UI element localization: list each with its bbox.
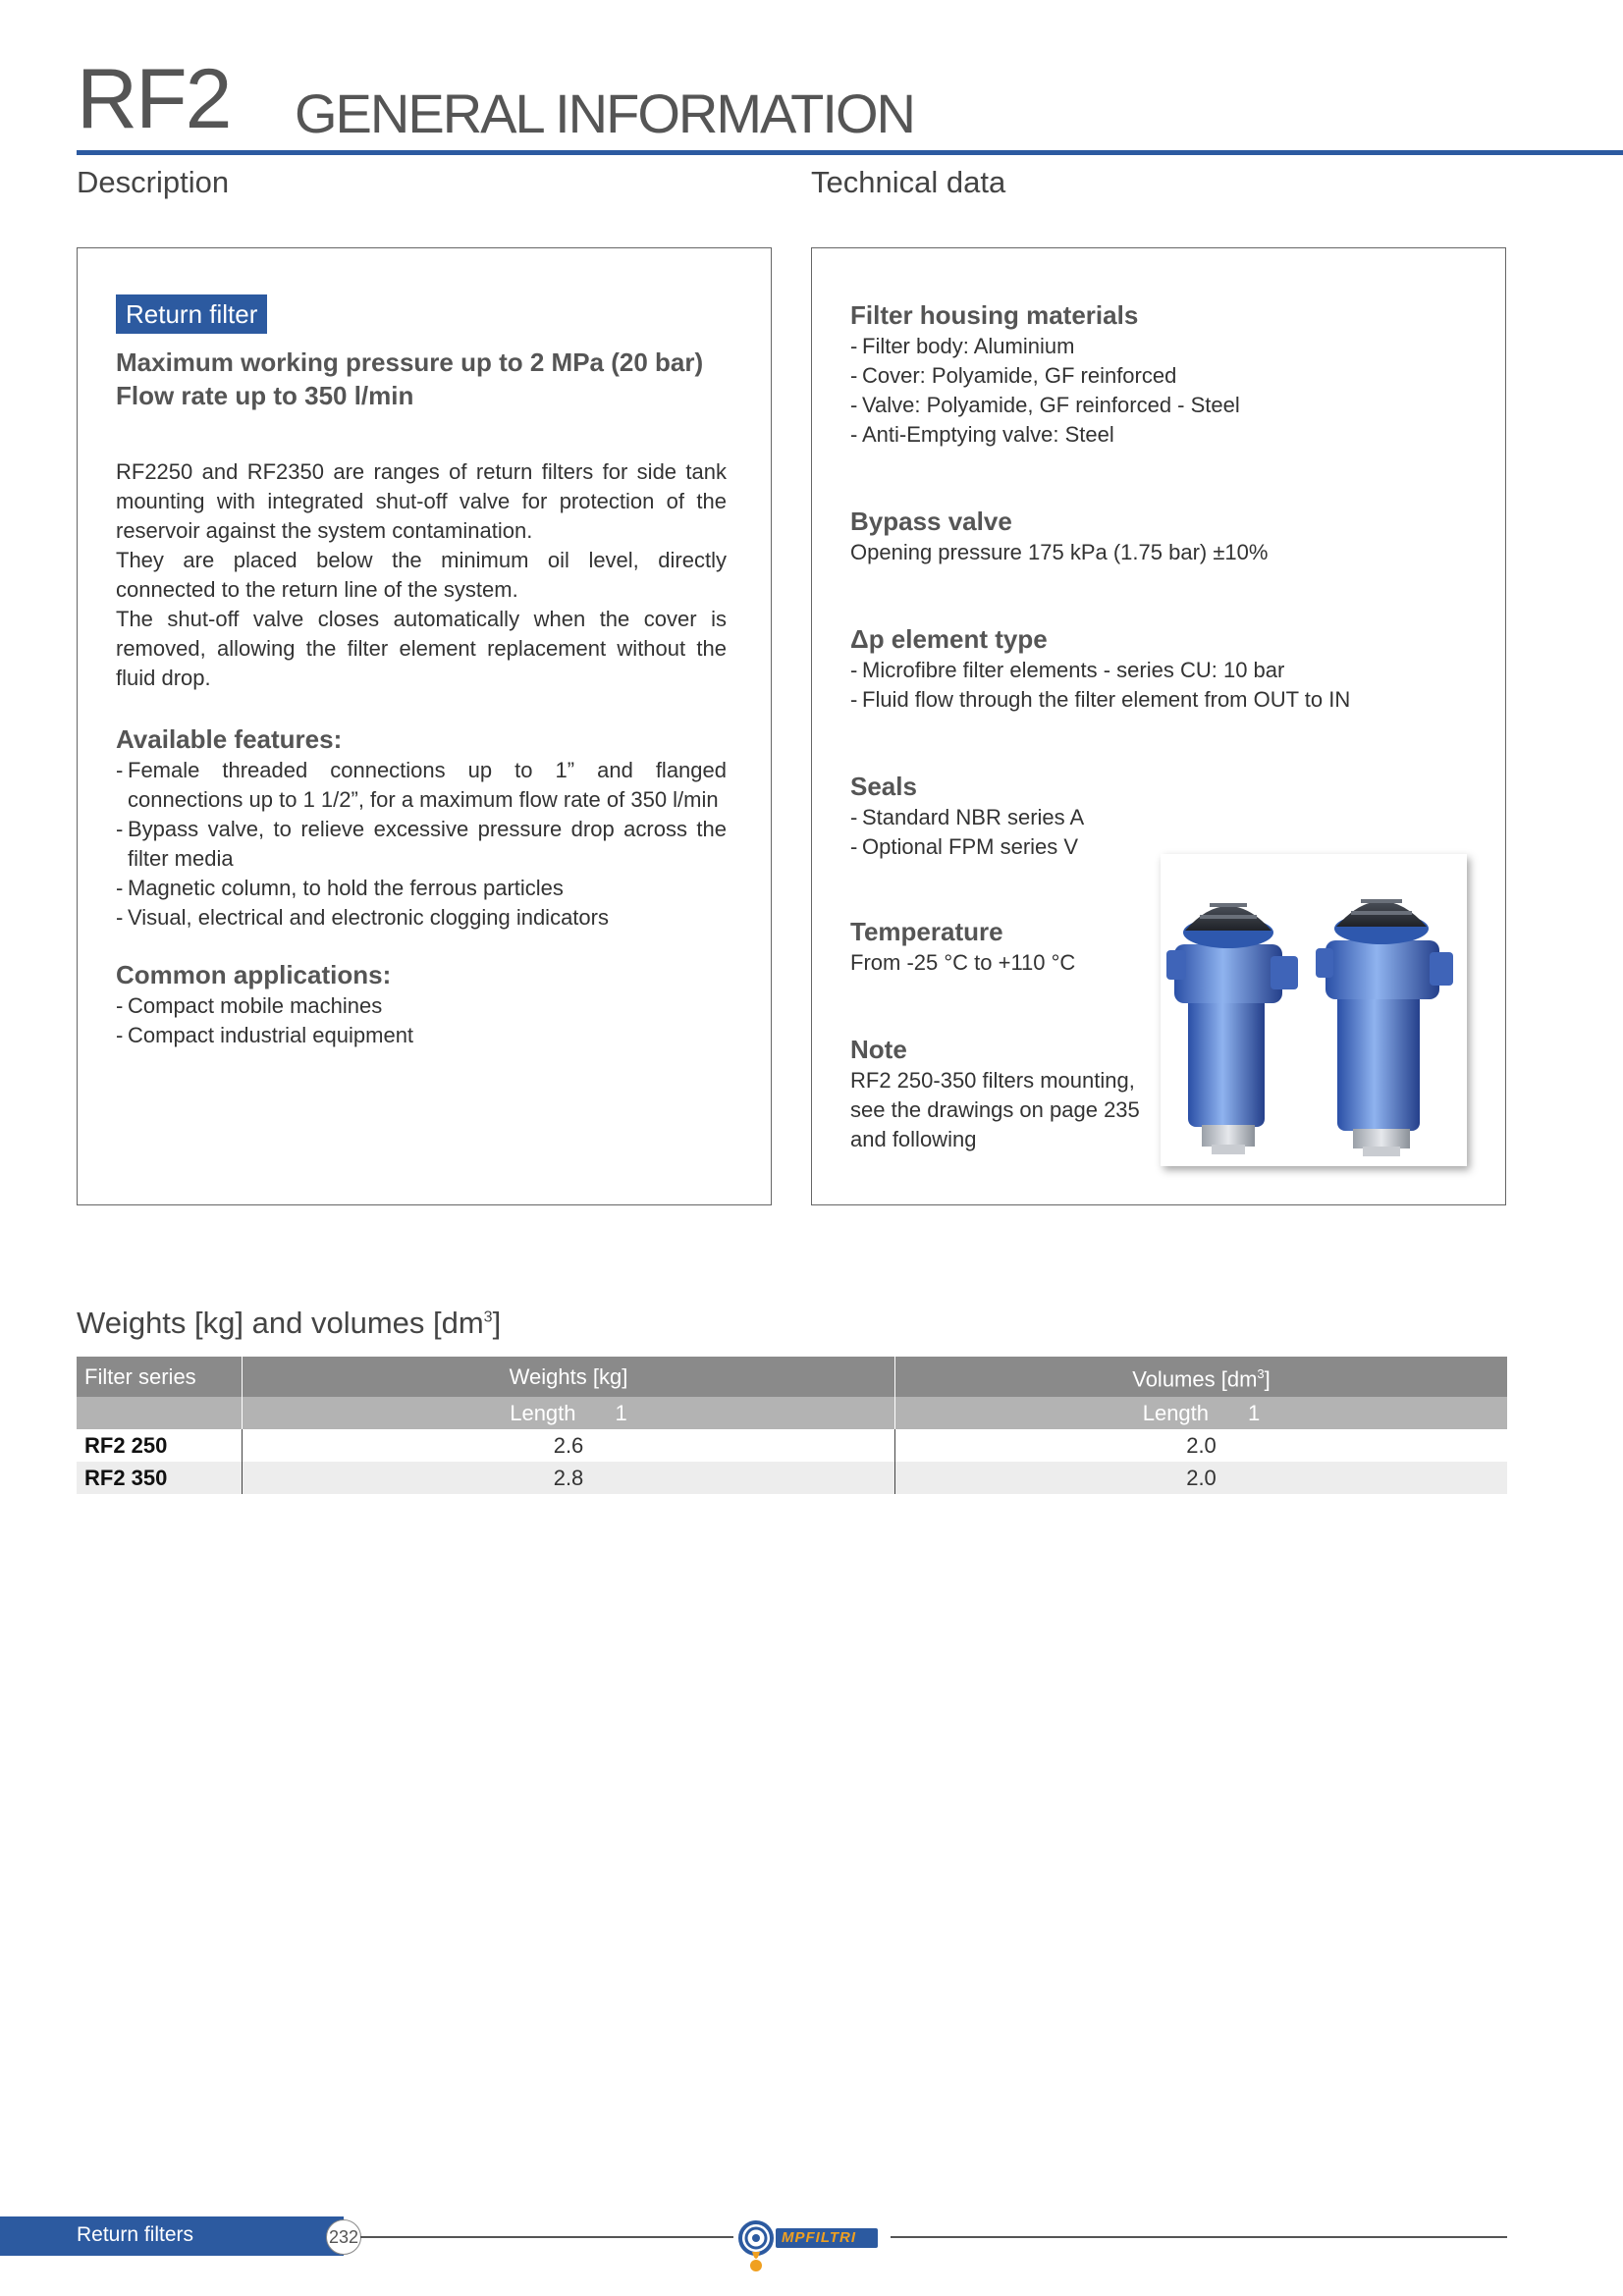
table-row [77, 1462, 1507, 1494]
list-item: - Cover: Polyamide, GF reinforced [850, 361, 1240, 391]
list-item: - Valve: Polyamide, GF reinforced - Steel [850, 391, 1240, 420]
col-volumes [895, 1357, 1508, 1397]
weights-title-end: ] [492, 1306, 502, 1340]
page-title: GENERAL INFORMATION [295, 82, 914, 144]
description-heading: Description [77, 165, 230, 199]
description-paragraph: The shut-off valve closes automatically when the cover is removed, allowing the filter element replacement without the fluid drop. [116, 607, 727, 690]
table-subheader-row [77, 1397, 1507, 1429]
filter-left [1166, 905, 1298, 1154]
col-filter-series: Filter series [77, 1357, 243, 1397]
list-item: - Fluid flow through the filter element from OUT to IN [850, 685, 1350, 715]
note-line: see the drawings on page 235 [850, 1097, 1140, 1122]
footer-section-label: Return filters [77, 2223, 194, 2246]
weights-title [77, 1306, 501, 1341]
weights-length [243, 1397, 895, 1429]
length-label: Length [510, 1401, 576, 1426]
footer-rule-left [360, 2236, 733, 2238]
row-volume: 2.0 [895, 1462, 1508, 1494]
list-item: - Microfibre filter elements - series CU: 10 bar [850, 656, 1350, 685]
table-header-row [77, 1357, 1507, 1397]
row-weight: 2.8 [243, 1462, 895, 1494]
list-item: - Filter body: Aluminium [850, 332, 1240, 361]
weights-title-text: Weights [kg] and volumes [dm [77, 1306, 484, 1340]
row-volume: 2.0 [895, 1429, 1508, 1462]
list-item: - Visual, electrical and electronic clogging indicators [116, 903, 727, 933]
description-paragraph: RF2250 and RF2350 are ranges of return filters for side tank mounting with integrated shut-off valve for protection of the reservoir against the system contamination. [116, 459, 727, 543]
features-list [116, 756, 727, 933]
length-label: Length [1142, 1401, 1210, 1426]
temperature-title: Temperature [850, 917, 1003, 946]
list-item: - Bypass valve, to relieve excessive pressure drop across the filter media [116, 815, 727, 874]
mpfiltri-logo [732, 2216, 890, 2275]
dp-list [850, 656, 1350, 715]
volumes-length [895, 1397, 1508, 1429]
lead-flow: Flow rate up to 350 l/min [116, 381, 414, 410]
page-number: 232 [326, 2219, 361, 2255]
bypass-value: Opening pressure 175 kPa (1.75 bar) ±10% [850, 540, 1269, 564]
note-line: RF2 250-350 filters mounting, [850, 1068, 1135, 1093]
table-row [77, 1429, 1507, 1462]
list-item: - Anti-Emptying valve: Steel [850, 420, 1240, 450]
note-block [850, 1033, 1140, 1154]
dp-title: Δp element type [850, 624, 1048, 654]
list-item: - Standard NBR series A [850, 803, 1084, 832]
subheader-blank [77, 1397, 243, 1429]
list-item: - Compact mobile machines [116, 991, 727, 1021]
row-series: RF2 350 [77, 1462, 243, 1494]
note-line: and following [850, 1127, 977, 1151]
weights-table [77, 1357, 1507, 1494]
applications-list [116, 991, 727, 1050]
footer-rule-right [891, 2236, 1507, 2238]
applications-title: Common applications: [116, 960, 392, 989]
list-item: - Female threaded connections up to 1” and flanged connections up to 1 1/2”, for a maximum flow rate of 350 l/min [116, 756, 727, 815]
col-volumes-end: ] [1264, 1366, 1271, 1392]
product-photo [1161, 854, 1467, 1166]
note-title: Note [850, 1035, 907, 1064]
housing-list [850, 332, 1240, 450]
temperature-value: From -25 °C to +110 °C [850, 950, 1076, 975]
seals-block [850, 770, 1084, 862]
features-title: Available features: [116, 724, 343, 754]
housing-title: Filter housing materials [850, 300, 1139, 330]
weights-title-sup: 3 [483, 1308, 493, 1326]
list-item: - Magnetic column, to hold the ferrous particles [116, 874, 727, 903]
col-volumes-sup: 3 [1257, 1366, 1265, 1381]
seals-title: Seals [850, 772, 917, 801]
logo-text: MPFILTRI [782, 2229, 857, 2246]
filter-illustration [1161, 854, 1467, 1166]
col-weights: Weights [kg] [243, 1357, 895, 1397]
lead-text [116, 346, 703, 412]
bypass-block [850, 505, 1268, 567]
description-paragraph: They are placed below the minimum oil level, directly connected to the return line of the system. [116, 548, 727, 602]
dp-block [850, 622, 1350, 715]
list-item: - Optional FPM series V [850, 832, 1084, 862]
length-value: 1 [615, 1401, 627, 1426]
housing-block [850, 298, 1240, 450]
return-filter-badge: Return filter [116, 294, 267, 334]
bypass-title: Bypass valve [850, 507, 1012, 536]
description-paragraphs [116, 457, 727, 1050]
temperature-block [850, 915, 1075, 978]
row-series: RF2 250 [84, 1433, 168, 1459]
lead-pressure: Maximum working pressure up to 2 MPa (20 bar) [116, 347, 704, 377]
technical-data-heading: Technical data [811, 165, 1006, 199]
list-item: - Compact industrial equipment [116, 1021, 727, 1050]
header-rule [77, 150, 1623, 155]
seals-list [850, 803, 1084, 862]
series-code: RF2 [77, 52, 231, 146]
length-value: 1 [1248, 1401, 1261, 1426]
col-volumes-text: Volumes [dm [1132, 1366, 1258, 1392]
row-weight: 2.6 [243, 1429, 895, 1462]
filter-right [1316, 901, 1453, 1156]
